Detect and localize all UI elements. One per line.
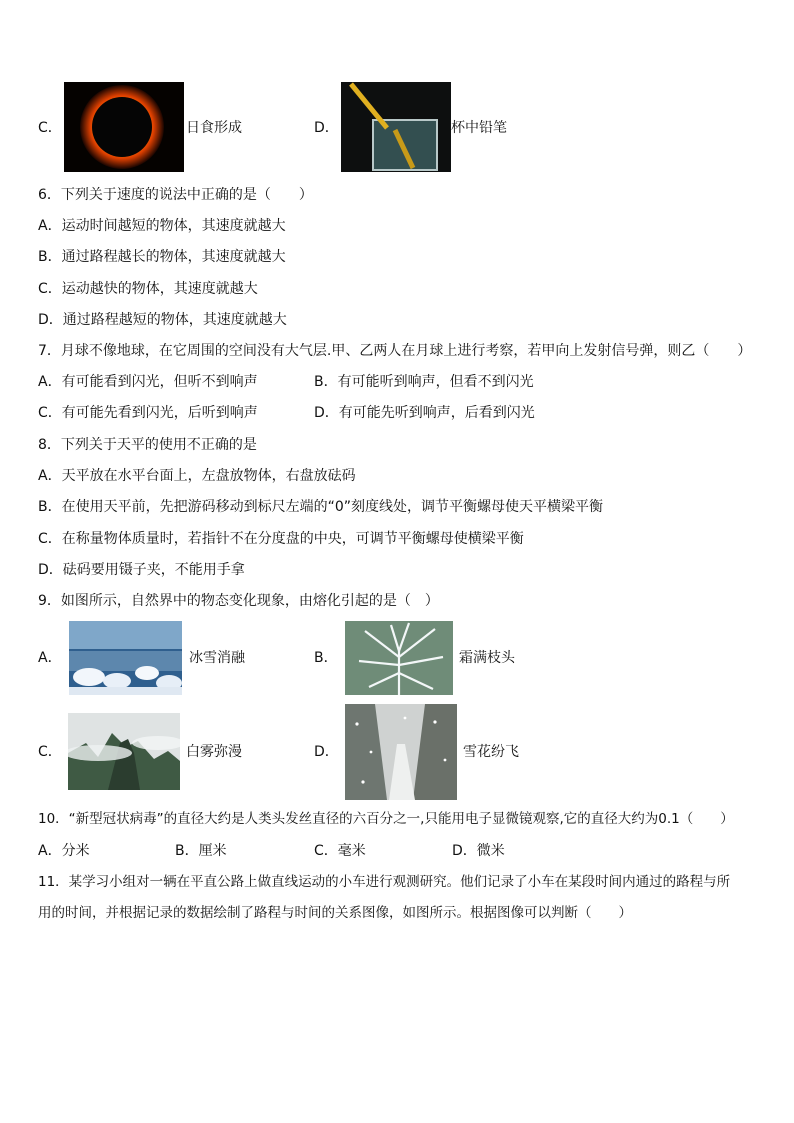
q8-option-c: C．在称量物体质量时，若指针不在分度盘的中央，可调节平衡螺母使横梁平衡 xyxy=(38,531,524,547)
melting-snow-image xyxy=(69,621,182,695)
q8-option-a: A．天平放在水平台面上，左盘放物体，右盘放砝码 xyxy=(38,468,356,484)
q8-option-b: B．在使用天平前，先把游码移动到标尺左端的“0”刻度线处，调节平衡螺母使天平横梁平衡 xyxy=(38,499,604,515)
q9-option-d-letter: D． xyxy=(314,744,339,760)
q5-option-c-caption: 日食形成 xyxy=(186,120,242,136)
q10-option-b: B．厘米 xyxy=(175,843,227,859)
q10-option-d: D．微米 xyxy=(452,843,505,859)
q7-option-c: C．有可能先看到闪光，后听到响声 xyxy=(38,405,258,421)
q8-option-d: D．砝码要用镊子夹，不能用手拿 xyxy=(38,562,245,578)
q7-stem: 7．月球不像地球，在它周围的空间没有大气层.甲、乙两人在月球上进行考察，若甲向上发射信号弹，则乙（ ） xyxy=(38,343,752,359)
q11-stem-line-1: 11．某学习小组对一辆在平直公路上做直线运动的小车进行观测研究。他们记录了小车在某段时间内通过的路程与所 xyxy=(38,874,731,890)
frosted-branches-image xyxy=(345,621,453,695)
misty-mountain-image xyxy=(68,713,180,790)
q7-option-b: B．有可能听到响声，但看不到闪光 xyxy=(314,374,534,390)
q9-option-c-caption: 白雾弥漫 xyxy=(186,744,242,760)
q7-option-a: A．有可能看到闪光，但听不到响声 xyxy=(38,374,258,390)
q10-stem: 10．“新型冠状病毒”的直径大约是人类头发丝直径的六百分之一,只能用电子显微镜观察,它的直径大约为0.1（ ） xyxy=(38,811,734,827)
q9-option-d-caption: 雪花纷飞 xyxy=(463,744,519,760)
q10-option-a: A．分米 xyxy=(38,843,90,859)
q9-option-a-caption: 冰雪消融 xyxy=(189,650,245,666)
q5-option-c-letter: C． xyxy=(38,120,62,136)
q9-option-c-letter: C． xyxy=(38,744,62,760)
q6-option-c: C．运动越快的物体，其速度就越大 xyxy=(38,281,258,297)
q5-option-d-caption: 杯中铅笔 xyxy=(451,120,507,136)
q9-stem: 9．如图所示，自然界中的物态变化现象，由熔化引起的是（ ） xyxy=(38,593,439,609)
q9-option-b-caption: 霜满枝头 xyxy=(459,650,515,666)
q6-option-d: D．通过路程越短的物体，其速度就越大 xyxy=(38,312,287,328)
pencil-in-cup-image xyxy=(341,82,451,172)
q9-option-b-letter: B． xyxy=(314,650,338,666)
solar-eclipse-image xyxy=(64,82,184,172)
q6-option-a: A．运动时间越短的物体，其速度就越大 xyxy=(38,218,286,234)
q8-stem: 8．下列关于天平的使用不正确的是 xyxy=(38,437,257,453)
snowfall-image xyxy=(345,704,457,800)
q10-option-c: C．毫米 xyxy=(314,843,366,859)
q11-stem-line-2: 用的时间，并根据记录的数据绘制了路程与时间的关系图像，如图所示。根据图像可以判断（ ） xyxy=(38,905,632,921)
q7-option-d: D．有可能先听到响声，后看到闪光 xyxy=(314,405,535,421)
q6-stem: 6．下列关于速度的说法中正确的是（ ） xyxy=(38,187,313,203)
q9-option-a-letter: A． xyxy=(38,650,62,666)
q5-option-d-letter: D． xyxy=(314,120,339,136)
q6-option-b: B．通过路程越长的物体，其速度就越大 xyxy=(38,249,286,265)
